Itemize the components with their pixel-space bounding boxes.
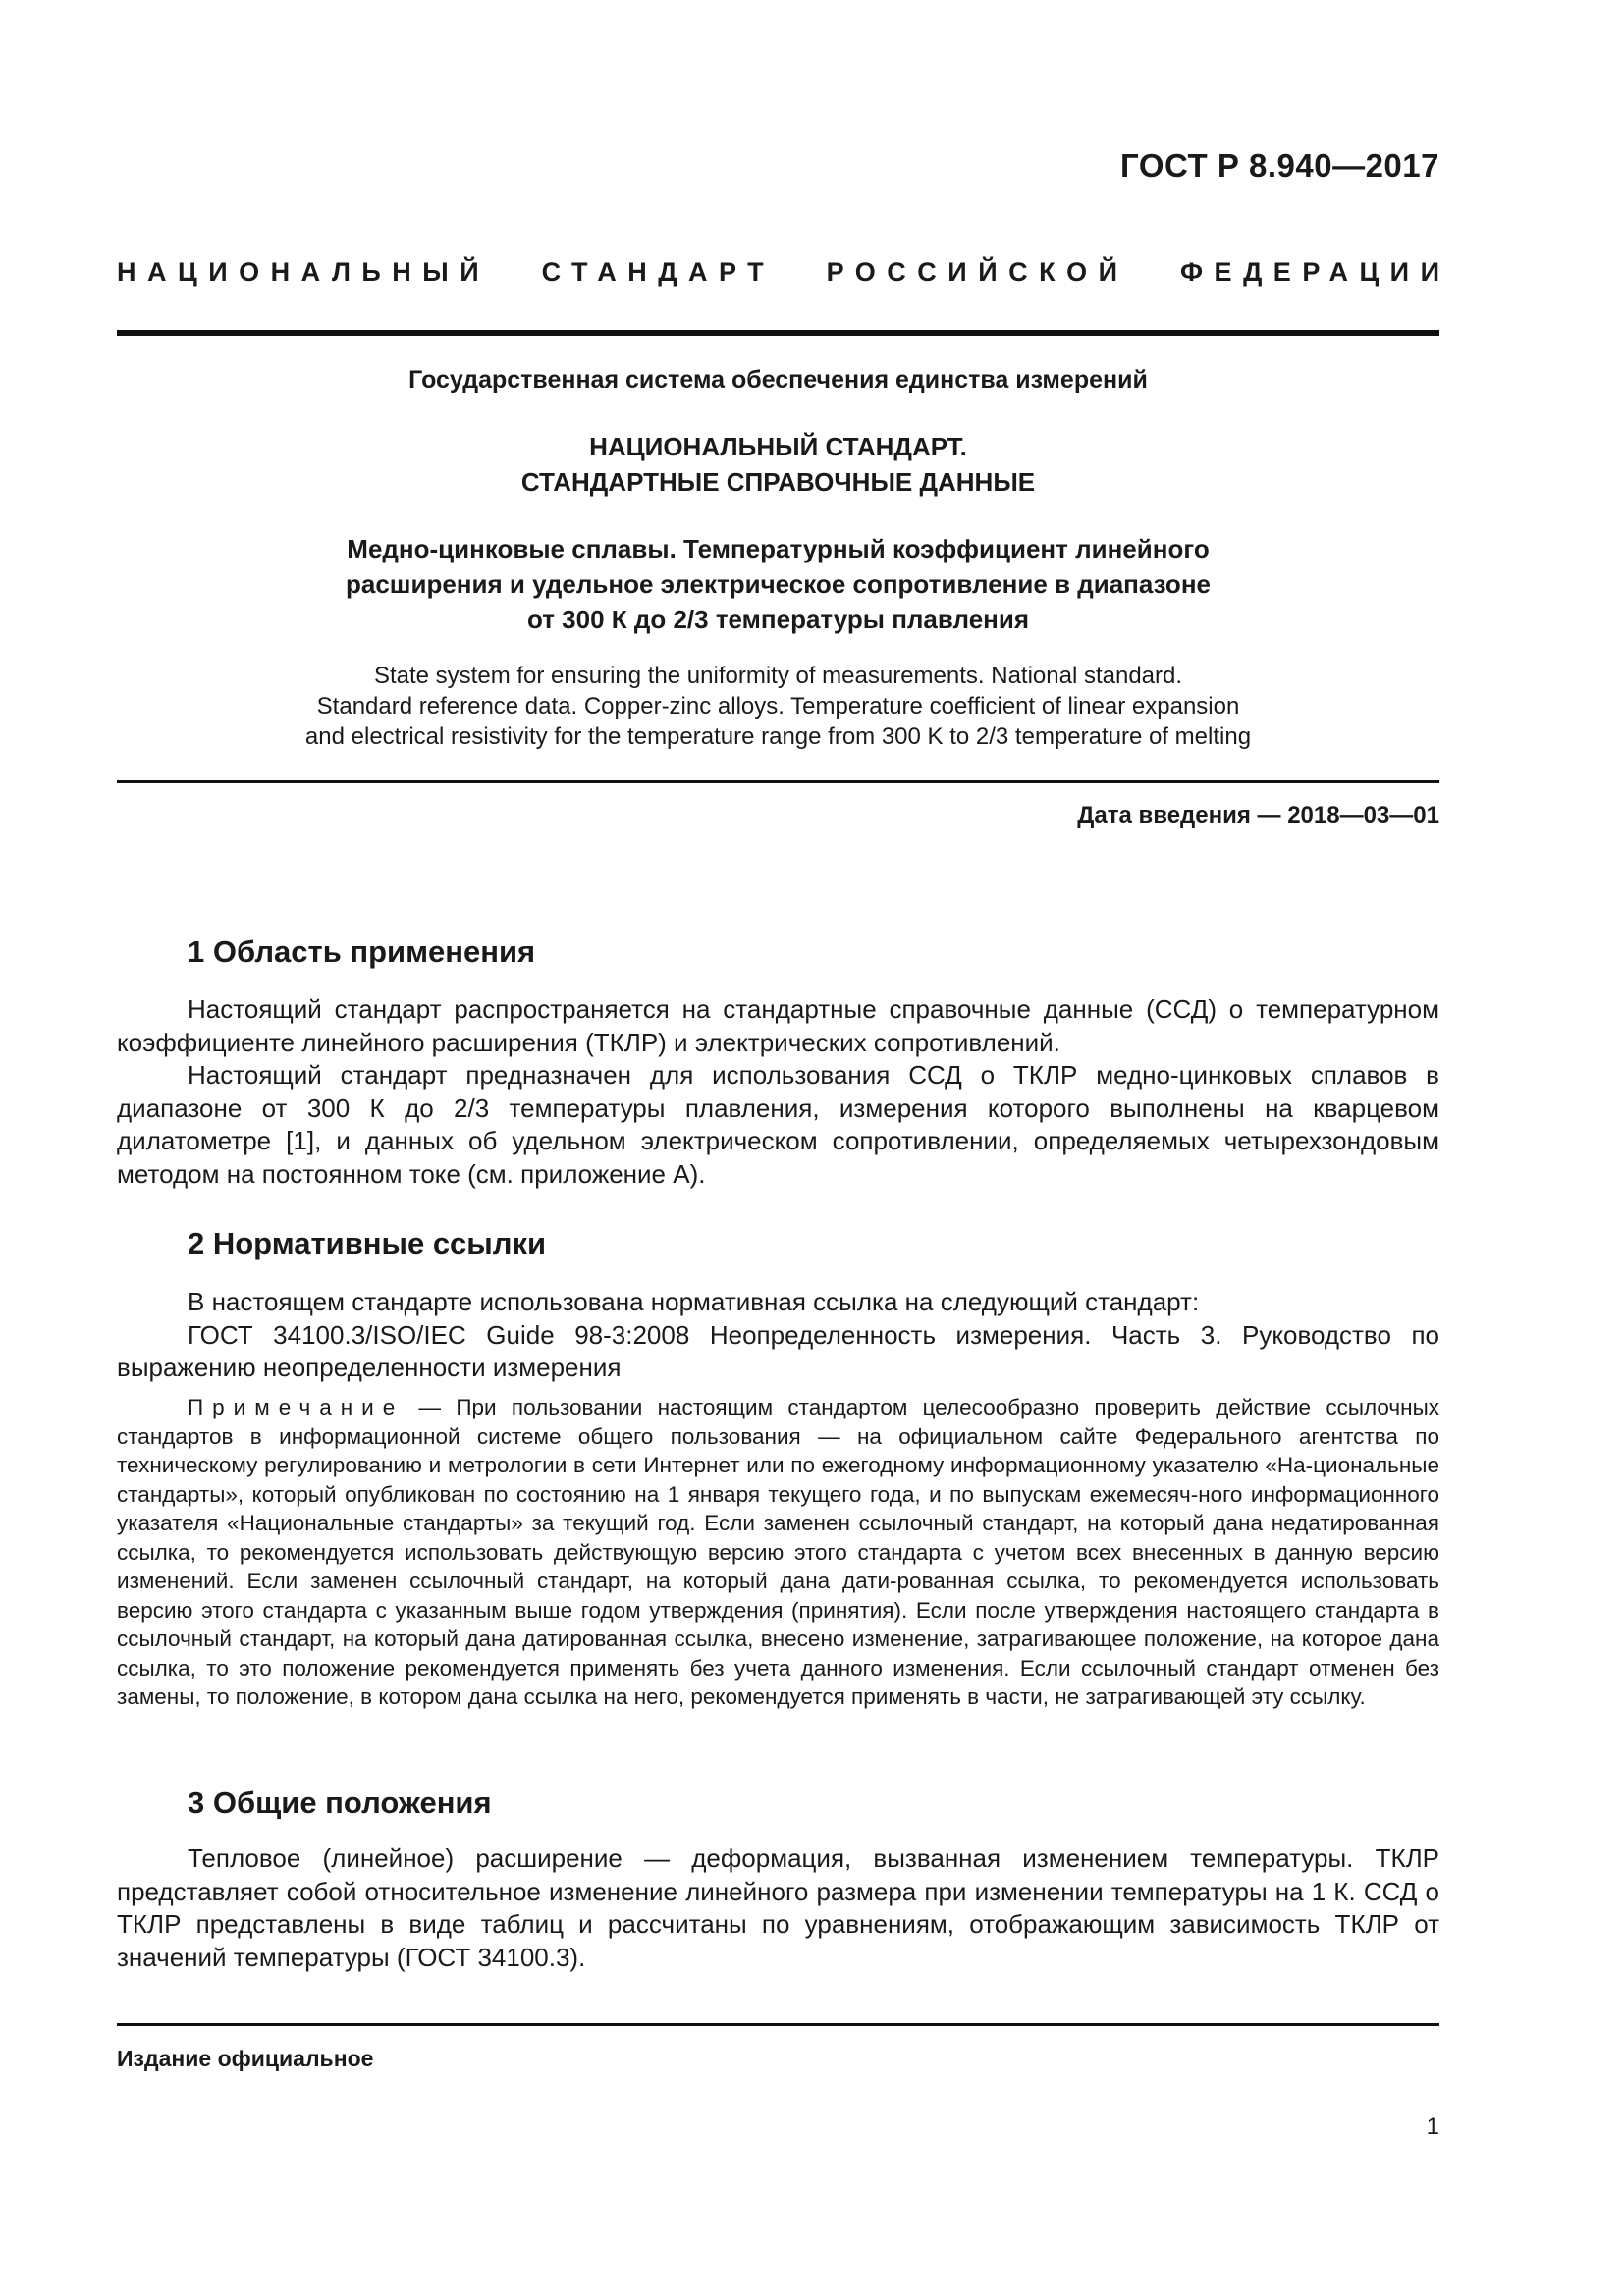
subject-title-line: расширения и удельное электрическое сопротивление в диапазоне: [346, 569, 1211, 599]
english-title: [117, 661, 1439, 752]
section-body-general: [117, 1842, 1439, 1974]
section-body-normative-references: [117, 1286, 1439, 1385]
standard-title-line: НАЦИОНАЛЬНЫЙ СТАНДАРТ.: [589, 432, 967, 461]
footer-divider: [117, 2023, 1439, 2026]
paragraph: Настоящий стандарт предназначен для использования ССД о ТКЛР медно-цинковых сплавов в диапазоне от 300 К до 2/3 температуры плавления, измерения которого выполнены на кварцевом дилатометре [1], и данных об удельном электрическом сопротивлении, определяемых четырехзондовым методом на постоянном токе (см. приложение А).: [117, 1060, 1439, 1189]
section-body-scope: [117, 993, 1439, 1191]
paragraph: В настоящем стандарте использована нормативная ссылка на следующий стандарт:: [188, 1287, 1200, 1316]
section-heading-normative-references: 2 Нормативные ссылки: [188, 1226, 547, 1260]
paragraph: ГОСТ 34100.3/ISO/IEC Guide 98-3:2008 Неопределенность измерения. Часть 3. Руководство по выражению неопределенности измерения: [117, 1319, 1439, 1382]
document-code: ГОСТ Р 8.940—2017: [1120, 147, 1439, 184]
standard-title-line: СТАНДАРТНЫЕ СПРАВОЧНЫЕ ДАННЫЕ: [520, 467, 1036, 497]
standard-title: [117, 429, 1439, 500]
title-divider: [117, 780, 1439, 783]
english-title-line: State system for ensuring the uniformity of measurements. National standard.: [373, 663, 1183, 689]
paragraph: Тепловое (линейное) расширение — деформация, вызванная изменением температуры. ТКЛР представляет собой относительное изменение линейного размера при изменении температуры на 1 К. ССД о ТКЛР представлены в виде таблиц и рассчитаны по уравнениям, отображающим зависимость ТКЛР от значений температуры (ГОСТ 34100.3).: [117, 1843, 1439, 1972]
english-title-line: and electrical resistivity for the temperature range from 300 K to 2/3 temperature of melting: [304, 723, 1252, 750]
subject-title: [117, 531, 1439, 637]
page-number: 1: [1426, 2113, 1439, 2140]
national-standard-banner: [117, 257, 1451, 288]
top-divider: [117, 330, 1439, 336]
note-label: Примечание: [188, 1395, 405, 1419]
banner-word: РОССИЙСКОЙ: [826, 257, 1129, 287]
section-heading-scope: 1 Область применения: [188, 934, 536, 969]
english-title-line: Standard reference data. Copper-zinc alloys. Temperature coefficient of linear expansion: [316, 693, 1240, 720]
note-block: [117, 1393, 1439, 1712]
official-edition-label: Издание официальное: [117, 2046, 374, 2071]
banner-word: СТАНДАРТ: [541, 257, 776, 287]
note-text: — При пользовании настоящим стандартом целесообразно проверить действие ссылочных стандартов в информационной системе общего пользования — на официальном сайте Федерального агентства по техническому регулированию и метрологии в сети Интернет или по ежегодному информационному указателю «На-циональные стандарты», который опубликован по состоянию на 1 января текущего года, и по выпускам ежемесяч-ного информационного указателя «Национальные стандарты» за текущий год. Если заменен ссылочный стандарт, на который дана недатированная ссылка, то рекомендуется использовать действующую версию этого стандарта с учетом всех внесенных в данную версию изменений. Если заменен ссылочный стандарт, на который дана дати-рованная ссылка, то рекомендуется использовать версию этого стандарта с указанным выше годом утверждения (принятия). Если после утверждения настоящего стандарта в ссылочный стандарт, на который дана датированная ссылка, внесено изменение, затрагивающее положение, на которое дана ссылка, то это положение рекомендуется применять без учета данного изменения. Если ссылочный стандарт отменен без замены, то положение, в котором дана ссылка на него, рекомендуется применять в части, не затрагивающей эту ссылку.: [117, 1395, 1439, 1709]
banner-word: ФЕДЕРАЦИИ: [1180, 257, 1451, 287]
section-heading-general: 3 Общие положения: [188, 1786, 492, 1820]
paragraph: Настоящий стандарт распространяется на стандартные справочные данные (ССД) о температурном коэффициенте линейного расширения (ТКЛР) и электрических сопротивлений.: [117, 994, 1439, 1057]
introduction-date: Дата введения — 2018—03—01: [1077, 802, 1439, 828]
banner-word: НАЦИОНАЛЬНЫЙ: [117, 257, 491, 287]
system-title: Государственная система обеспечения единства измерений: [408, 366, 1148, 394]
subject-title-line: от 300 К до 2/3 температуры плавления: [526, 605, 1030, 634]
subject-title-line: Медно-цинковые сплавы. Температурный коэффициент линейного: [347, 534, 1210, 563]
